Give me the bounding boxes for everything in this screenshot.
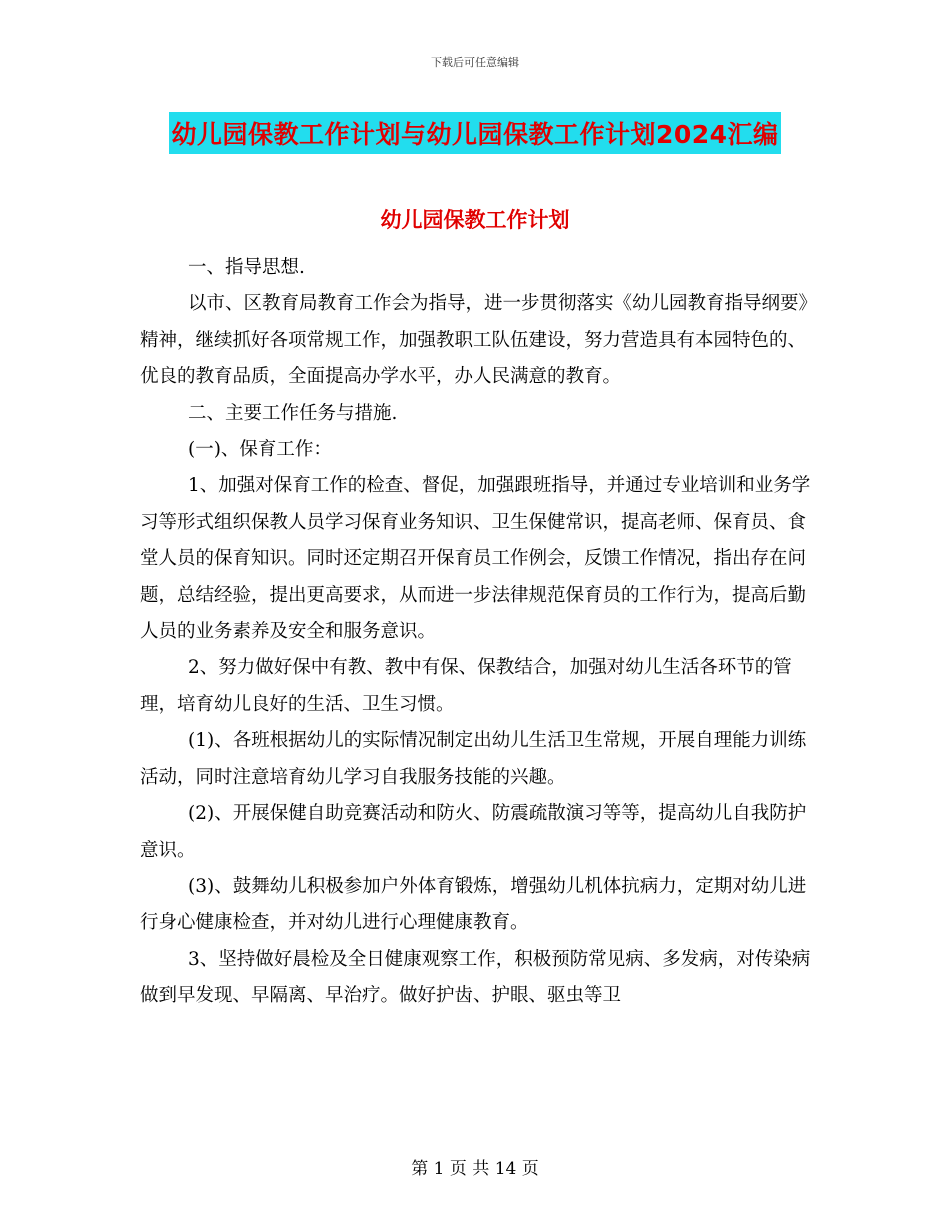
page-footer: 第 1 页 共 14 页 [411, 1159, 539, 1179]
paragraph: 3、坚持做好晨检及全日健康观察工作，积极预防常见病、多发病，对传染病做到早发现、早隔离、早治疗。做好护齿、护眼、驱虫等卫 [140, 948, 811, 1007]
paragraph: 1、加强对保育工作的检查、督促，加强跟班指导，并通过专业培训和业务学习等形式组织保教人员学习保育业务知识、卫生保健常识，提高老师、保育员、食堂人员的保育知识。同时还定期召开保育员工作例会，反馈工作情况，指出存在问题，总结经验，提出更高要求，从而进一步法律规范保育员的工作行为，提高后勤人员的业务素养及安全和服务意识。 [140, 475, 811, 643]
body-text [140, 250, 820, 1015]
paragraph: 以市、区教育局教育工作会为指导，进一步贯彻落实《幼儿园教育指导纲要》精神，继续抓好各项常规工作，加强教职工队伍建设，努力营造具有本园特色的、优良的教育品质，全面提高办学水平，办人民满意的教育。 [140, 293, 818, 388]
paragraph: (3)、鼓舞幼儿积极参加户外体育锻炼，增强幼儿机体抗病力，定期对幼儿进行身心健康检查，并对幼儿进行心理健康教育。 [140, 875, 807, 934]
header-note: 下载后可任意编辑 [431, 56, 519, 69]
paragraph: (2)、开展保健自助竞赛活动和防火、防震疏散演习等等，提高幼儿自我防护意识。 [140, 803, 807, 861]
paragraph: (一)、保育工作： [188, 439, 332, 461]
document-title: 幼儿园保教工作计划与幼儿园保教工作计划2024汇编 [169, 112, 780, 154]
title-wrapper [0, 112, 950, 154]
paragraph: 一、指导思想. [188, 257, 305, 278]
paragraph: 2、努力做好保中有教、教中有保、保教结合，加强对幼儿生活各环节的管理，培育幼儿良好的生活、卫生习惯。 [140, 657, 792, 715]
section-title: 幼儿园保教工作计划 [380, 208, 570, 232]
paragraph: 二、主要工作任务与措施. [188, 402, 398, 424]
paragraph: (1)、各班根据幼儿的实际情况制定出幼儿生活卫生常规，开展自理能力训练活动，同时注意培育幼儿学习自我服务技能的兴趣。 [140, 730, 807, 788]
